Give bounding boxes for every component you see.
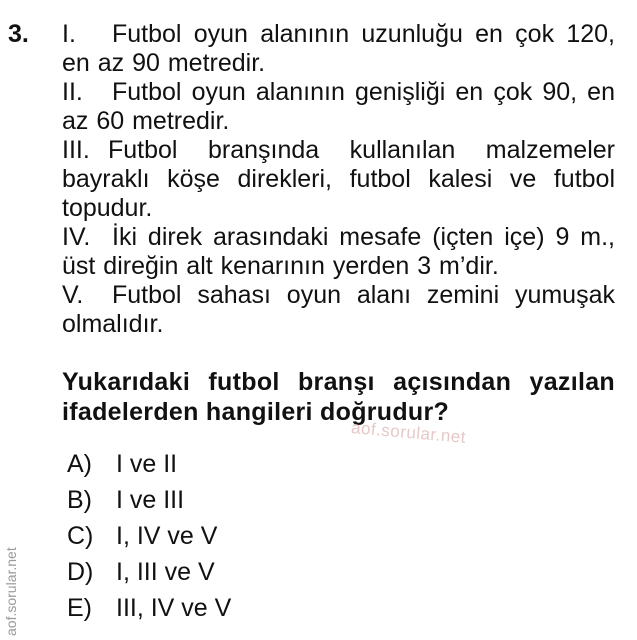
statement-2 bbox=[62, 78, 615, 136]
option-text: I, III ve V bbox=[116, 558, 215, 586]
option-c[interactable] bbox=[67, 518, 231, 554]
statement-text: İki direk arasındaki mesafe (içten içe) 9 m., üst direğin alt kenarının yerden 3 m’dir. bbox=[62, 223, 615, 280]
statement-roman-numeral: II. bbox=[62, 78, 83, 106]
option-text: I ve III bbox=[116, 486, 185, 514]
answer-options bbox=[67, 446, 231, 626]
statement-text: Futbol sahası oyun alanı zemini yumuşak olmalıdır. bbox=[62, 281, 615, 338]
statement-text: Futbol oyun alanının genişliği en çok 90, en az 60 metredir. bbox=[62, 78, 615, 135]
watermark-inline: aof.sorular.net bbox=[350, 418, 467, 447]
statement-roman-numeral: IV. bbox=[62, 223, 91, 251]
option-letter: C) bbox=[67, 522, 94, 550]
statement-roman-numeral: III. bbox=[62, 136, 90, 164]
option-letter: D) bbox=[67, 558, 94, 586]
option-a[interactable] bbox=[67, 446, 231, 482]
option-text: I, IV ve V bbox=[116, 522, 218, 550]
statement-text: Futbol oyun alanının uzunluğu en çok 120, en az 90 metredir. bbox=[62, 20, 615, 77]
option-text: III, IV ve V bbox=[116, 594, 232, 622]
statement-5 bbox=[62, 281, 615, 339]
statement-3 bbox=[62, 136, 615, 223]
statement-roman-numeral: V. bbox=[62, 281, 84, 309]
option-letter: A) bbox=[67, 450, 92, 478]
statement-roman-numeral: I. bbox=[62, 20, 76, 48]
option-e[interactable] bbox=[67, 590, 231, 626]
statement-1 bbox=[62, 20, 615, 78]
option-letter: B) bbox=[67, 486, 92, 514]
statement-4 bbox=[62, 223, 615, 281]
question-prompt: Yukarıdaki futbol branşı açısından yazılan ifadelerden hangileri doğrudur? bbox=[62, 368, 615, 426]
option-text: I ve II bbox=[116, 450, 178, 478]
option-d[interactable] bbox=[67, 554, 231, 590]
option-letter: E) bbox=[67, 594, 92, 622]
statement-text: Futbol branşında kullanılan malzemeler bayraklı köşe direkleri, futbol kalesi ve futbol topudur. bbox=[62, 136, 615, 222]
question-number: 3. bbox=[8, 20, 29, 48]
watermark-side: aof.sorular.net bbox=[3, 547, 19, 636]
option-b[interactable] bbox=[67, 482, 231, 518]
statement-list bbox=[62, 20, 615, 339]
